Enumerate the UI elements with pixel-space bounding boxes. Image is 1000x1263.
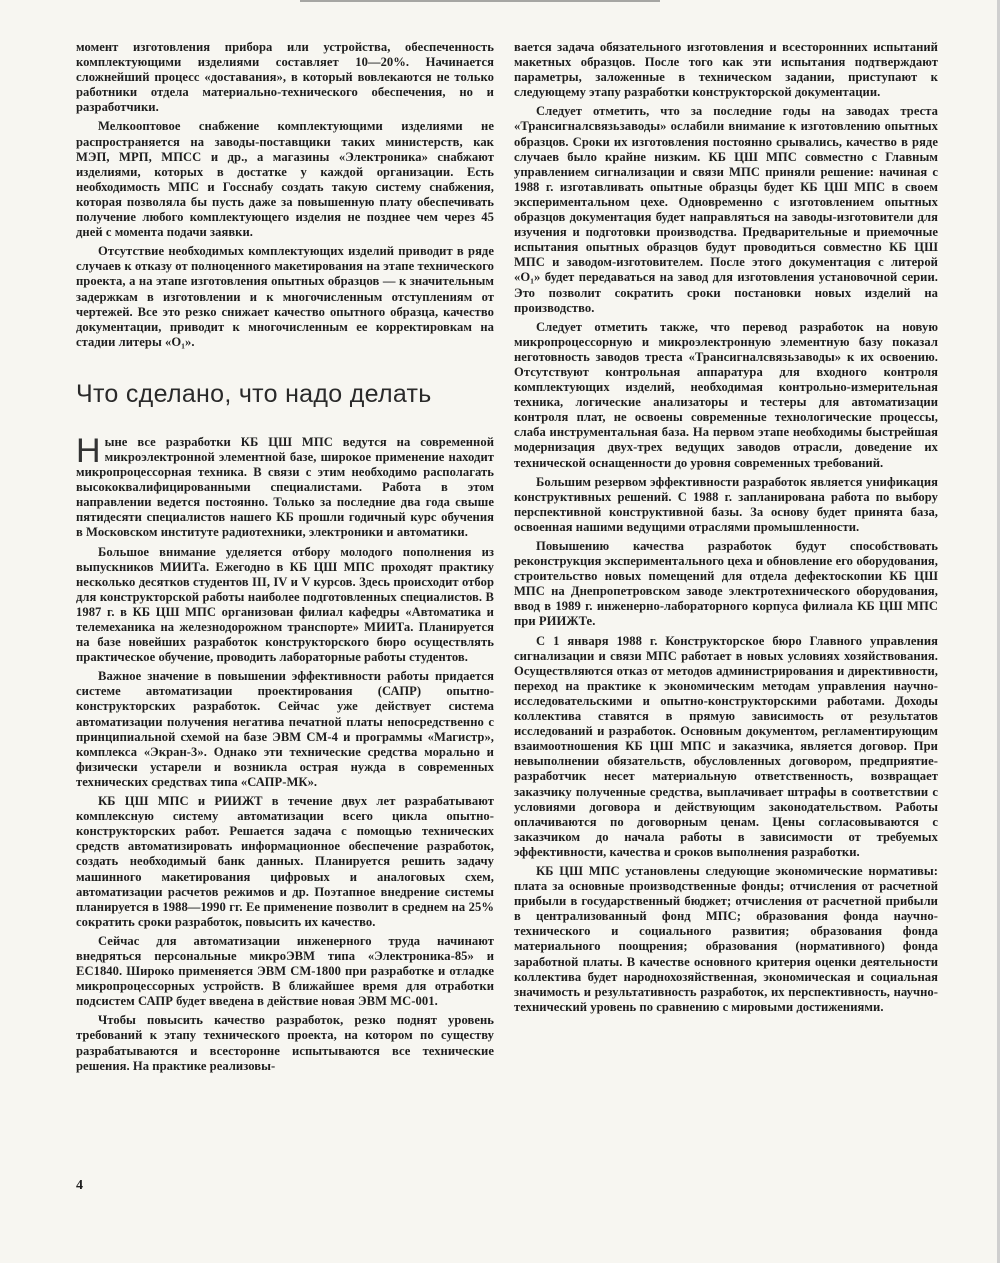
- left-column: [76, 40, 494, 1074]
- paragraph: момент изготовления прибора или устройства, обеспеченность комплектующими изделиями составляет 10—20%. Начинается сложнейший процесс «доставания», в который вовлекаются не только работники отдела материально-технического обеспечения, но и разработчики.: [76, 40, 494, 115]
- paragraph-text: ыне все разработки КБ ЦШ МПС ведутся на современной микроэлектронной элементной базе, широкое применение находит микропроцессорная техника. В связи с этим необходимо располагать высококвалифицированными специалистами. Работа в этом направлении ведется постоянно. Только за последние два года свыше пятидесяти специалистов нашего КБ прошли годичный курс обучения в Московском институте радиотехники, электроники и автоматики.: [76, 434, 494, 540]
- paragraph: КБ ЦШ МПС и РИИЖТ в течение двух лет разрабатывают комплексную систему автоматизации всего цикла опытно-конструкторских работ. Решается задача с помощью технических средств автоматизировать информационное обеспечение разработок, создать необходимый банк данных. Планируется решить задачу машинного макетирования цифровых и аналоговых схем, автоматизации расчетов режимов и др. Поэтапное внедрение системы планируется в 1988—1990 гг. Ее применение позволит в среднем на 25% сократить сроки разработок, повысить их качество.: [76, 794, 494, 929]
- right-column: [514, 40, 938, 1015]
- paragraph: Следует отметить, что за последние годы на заводах треста «Трансигналсвязьзаводы» ослабили внимание к изготовлению опытных образцов. Сроки их изготовления постоянно срывались, качество в ряде случаев было крайне низким. КБ ЦШ МПС совместно с Главным управлением сигнализации и связи МПС приняли решение: начиная с 1988 г. изготавливать опытные образцы будет КБ ЦШ МПС в своем экспериментальном цехе. Одновременно с изготовлением опытных образцов документация будет направляться на заводы-изготовители для изучения и подготовки производства. Предварительные и приемочные испытания опытных образцов будут проводиться совместно КБ ЦШ МПС и заводом-изготовителем. После этого документация с литерой «О₁» будет передаваться на завод для изготовления установочной серии. Это позволит сократить сроки постановки новых изделий на производство.: [514, 104, 938, 315]
- paragraph: Сейчас для автоматизации инженерного труда начинают внедряться персональные микроЭВМ типа «Электроника-85» и ЕС1840. Широко применяется ЭВМ СМ-1800 при разработке и отладке микропроцессорных устройств. В ближайшее время для отработки подсистем САПР будет введена в действие новая ЭВМ МС-001.: [76, 933, 494, 1009]
- paragraph: Чтобы повысить качество разработок, резко поднят уровень требований к этапу технического проекта, на котором по существу разрабатываются и всесторонне испытываются все технические решения. На практике реализовы-: [76, 1013, 494, 1073]
- paragraph: КБ ЦШ МПС установлены следующие экономические нормативы: плата за основные производственные фонды; отчисления от расчетной прибыли в государственный бюджет; отчисления от расчетной прибыли в централизованный фонд МПС; образования фонда научно-технического и социального развития; образования фонда материального поощрения; образования (нормативного) фонда заработной платы. В качестве основного критерия оценки деятельности коллектива будет народнохозяйственная, экономическая и социальная значимость и результативность разработок, их перспективность, научно-технический уровень по сравнению с мировыми достижениями.: [514, 863, 938, 1014]
- drop-cap: Н: [76, 431, 101, 470]
- paragraph: Мелкооптовое снабжение комплектующими изделиями не распространяется на заводы-поставщики таких министерств, как МЭП, МРП, МПСС и др., а магазины «Электроника» снабжают изделиями, которых в достатке у каждой организации. Есть необходимость МПС и Госснабу создать такую систему снабжения, которая позволяла бы пусть даже за повышенную плату обеспечивать получение любого комплектующего изделия не позднее чем через 45 дней с момента подачи заявки.: [76, 119, 494, 240]
- paragraph: С 1 января 1988 г. Конструкторское бюро Главного управления сигнализации и связи МПС работает в новых условиях хозяйствования. Осуществляются отказ от методов администрирования и директивности, переход на практике к экономическим методам управления научно-исследовательскими и опытно-конструкторскими работами. Доходы коллектива ставятся в прямую зависимость от результатов исследований и разработок. Основным документом, регламентирующим взаимоотношения КБ ЦШ МПС и заказчика, является договор. При невыполнении обязательств, обусловленных договором, предприятие-разработчик несет материальную ответственность, возвращает заказчику полученные средства, выплачивает штрафы в соответствии с условиями договора и действующим законодательством. Работы оплачиваются по договорным ценам. Цены согласовываются с заказчиком до начала работы в зависимости от требуемых эффективности, качества и сроков выполнения разработки.: [514, 633, 938, 859]
- paragraph: Большое внимание уделяется отбору молодого пополнения из выпускников МИИТа. Ежегодно в КБ ЦШ МПС проходят практику несколько десятков студентов III, IV и V курсов. Здесь происходит отбор для конструкторской работы наиболее подготовленных специалистов. В 1987 г. в КБ ЦШ МПС организован филиал кафедры «Автоматика и телемеханика на железнодорожном транспорте» МИИТа. Планируется на базе новейших разработок конструкторского бюро осуществлять практическое обучение, проводить лабораторные работы студентов.: [76, 544, 494, 665]
- scan-edge-mark: [300, 0, 660, 8]
- section-heading: Что сделано, что надо делать: [76, 379, 432, 408]
- paragraph: Повышению качества разработок будут способствовать реконструкция экспериментального цеха и обновление его оборудования, строительство новых помещений для отдела дефектоскопии КБ ЦШ МПС на Днепропетровском заводе электротехнического оборудования, ввод в 1989 г. инженерно-лабораторного корпуса филиала КБ ЦШ МПС при РИИЖТе.: [514, 539, 938, 629]
- page-number: 4: [76, 1178, 83, 1193]
- paragraph-with-dropcap: [76, 431, 494, 541]
- paragraph: Следует отметить также, что перевод разработок на новую микропроцессорную и микроэлектронную элементную базу показал неготовность заводов треста «Трансигналсвязьзаводы» к их освоению. Отсутствуют контрольная аппаратура для входного контроля комплектующих изделий, необходимая контрольно-измерительная техника, логические анализаторы и тестеры для автоматизации контроля плат, не освоены современные технологические процессы, слаба инструментальная база. На первом этапе необходимы быстрейшая модернизация двух-трех ведущих заводов отрасли, доведение их технической оснащенности до уровня современных требований.: [514, 319, 938, 470]
- paragraph: Большим резервом эффективности разработок является унификация конструктивных решений. С 1988 г. запланирована работа по выбору перспективной конструктивной базы. За основу будет принята база, освоенная нашими ведущими отраслями промышленности.: [514, 474, 938, 534]
- paragraph: вается задача обязательного изготовления и всестороннних испытаний макетных образцов. После того как эти испытания подтверждают параметры, заложенные в техническом задании, приступают к следующему этапу разработки конструкторской документации.: [514, 40, 938, 100]
- paragraph: Отсутствие необходимых комплектующих изделий приводит в ряде случаев к отказу от полноценного макетирования на этапе технического проекта, а на этапе изготовления опытных образцов — к значительным задержкам в изготовлении и к многочисленным отступлениям от чертежей. Все это резко снижает качество опытного образца, качество документации, приводит к многочисленным ее корректировкам на стадии литеры «О₁».: [76, 244, 494, 349]
- paragraph: Важное значение в повышении эффективности работы придается системе автоматизации проектирования (САПР) опытно-конструкторских разработок. Сейчас уже действует система автоматизации получения негатива печатной платы непосредственно с принципиальной схемой на базе ЭВМ СМ-4 и программы «Магистр», комплекса «Экран-3». Однако эти технические средства морально и физически устарели и возникла острая нужда в современных технических средствах типа «САПР-МК».: [76, 669, 494, 789]
